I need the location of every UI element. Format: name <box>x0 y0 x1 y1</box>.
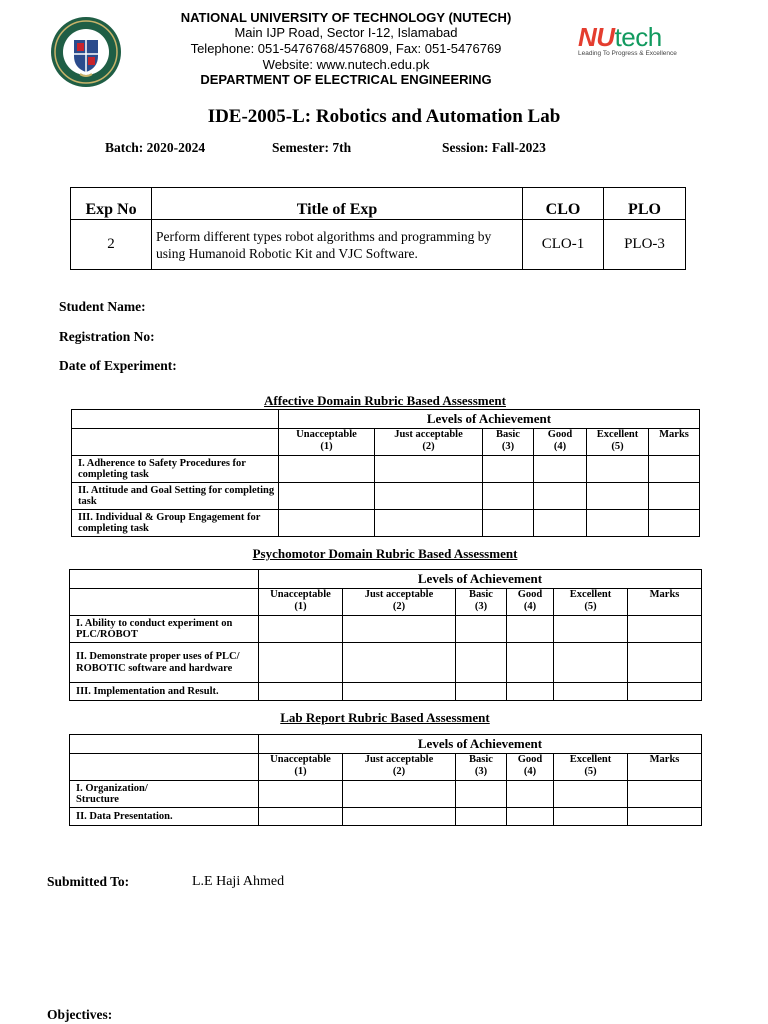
score-cell[interactable] <box>587 456 649 483</box>
lab-report-rubric-table <box>69 734 702 826</box>
psychomotor-col-basic: Basic (3) <box>456 589 507 616</box>
score-cell[interactable] <box>507 781 554 808</box>
affective-col-unacceptable: Unacceptable (1) <box>279 429 375 456</box>
score-cell[interactable] <box>343 643 456 683</box>
affective-rubric-table <box>71 409 700 537</box>
score-cell[interactable] <box>507 643 554 683</box>
psychomotor-criterion-2: II. Demonstrate proper uses of PLC/ ROBOTIC software and hardware <box>70 643 259 683</box>
score-cell[interactable] <box>507 808 554 826</box>
objectives-label: Objectives: <box>47 1007 113 1022</box>
department-name: DEPARTMENT OF ELECTRICAL ENGINEERING <box>200 72 492 87</box>
marks-cell[interactable] <box>649 483 700 510</box>
score-cell[interactable] <box>343 683 456 701</box>
score-cell[interactable] <box>279 510 375 537</box>
lab-report-criterion-1: I. Organization/ Structure <box>70 781 259 808</box>
marks-cell[interactable] <box>628 616 702 643</box>
psychomotor-col-excellent: Excellent (5) <box>554 589 628 616</box>
psychomotor-criterion-3: III. Implementation and Result. <box>70 683 259 701</box>
score-cell[interactable] <box>279 456 375 483</box>
clo-header: CLO <box>523 188 604 220</box>
exp-no-header: Exp No <box>71 188 152 220</box>
score-cell[interactable] <box>507 683 554 701</box>
affective-rubric-title: Affective Domain Rubric Based Assessment <box>264 393 506 408</box>
psychomotor-col-unacceptable: Unacceptable (1) <box>259 589 343 616</box>
psychomotor-rubric-title: Psychomotor Domain Rubric Based Assessment <box>252 546 518 561</box>
exp-title-value: Perform different types robot algorithms and programming by using Humanoid Robotic Kit and VJC Software. <box>152 220 523 270</box>
university-name: NATIONAL UNIVERSITY OF TECHNOLOGY (NUTECH) <box>180 10 512 25</box>
session-label: Session: Fall-2023 <box>442 140 546 155</box>
semester-label: Semester: 7th <box>272 140 352 155</box>
lab-report-levels-title: Levels of Achievement <box>259 735 702 754</box>
table-row <box>72 483 700 510</box>
score-cell[interactable] <box>554 616 628 643</box>
psychomotor-col-marks: Marks <box>628 589 702 616</box>
student-name-label: Student Name: <box>59 299 146 314</box>
plo-value: PLO-3 <box>604 220 686 270</box>
affective-col-good: Good (4) <box>534 429 587 456</box>
plo-header: PLO <box>604 188 686 220</box>
affective-criterion-1: I. Adherence to Safety Procedures for completing task <box>72 456 279 483</box>
lab-report-blank-header <box>70 735 259 754</box>
score-cell[interactable] <box>534 483 587 510</box>
university-address: Main IJP Road, Sector I-12, Islamabad <box>234 25 458 40</box>
score-cell[interactable] <box>554 808 628 826</box>
score-cell[interactable] <box>483 483 534 510</box>
title-header: Title of Exp <box>152 188 523 220</box>
university-website: Website: www.nutech.edu.pk <box>262 57 430 72</box>
marks-cell[interactable] <box>628 808 702 826</box>
affective-col-just-acceptable: Just acceptable (2) <box>375 429 483 456</box>
exp-no-value: 2 <box>71 220 152 270</box>
score-cell[interactable] <box>554 683 628 701</box>
psychomotor-criteria-header <box>70 589 259 616</box>
score-cell[interactable] <box>483 510 534 537</box>
score-cell[interactable] <box>343 781 456 808</box>
nutech-logo <box>578 24 698 58</box>
score-cell[interactable] <box>259 781 343 808</box>
affective-col-basic: Basic (3) <box>483 429 534 456</box>
marks-cell[interactable] <box>628 683 702 701</box>
score-cell[interactable] <box>456 781 507 808</box>
score-cell[interactable] <box>343 808 456 826</box>
lab-report-criteria-header <box>70 754 259 781</box>
lab-report-col-unacceptable: Unacceptable (1) <box>259 754 343 781</box>
score-cell[interactable] <box>554 643 628 683</box>
course-title: IDE-2005-L: Robotics and Automation Lab <box>207 106 561 127</box>
date-of-experiment-label: Date of Experiment: <box>59 358 177 373</box>
psychomotor-blank-header <box>70 570 259 589</box>
marks-cell[interactable] <box>628 643 702 683</box>
affective-col-excellent: Excellent (5) <box>587 429 649 456</box>
score-cell[interactable] <box>534 456 587 483</box>
score-cell[interactable] <box>534 510 587 537</box>
table-row <box>70 616 702 643</box>
score-cell[interactable] <box>507 616 554 643</box>
table-row <box>70 643 702 683</box>
lab-report-col-excellent: Excellent (5) <box>554 754 628 781</box>
affective-levels-title: Levels of Achievement <box>279 410 700 429</box>
lab-report-rubric-title: Lab Report Rubric Based Assessment <box>280 710 490 725</box>
score-cell[interactable] <box>587 510 649 537</box>
score-cell[interactable] <box>554 781 628 808</box>
table-row <box>70 808 702 826</box>
lab-report-col-basic: Basic (3) <box>456 754 507 781</box>
table-row <box>72 456 700 483</box>
score-cell[interactable] <box>456 616 507 643</box>
score-cell[interactable] <box>259 683 343 701</box>
psychomotor-levels-title: Levels of Achievement <box>259 570 702 589</box>
lab-report-criterion-2: II. Data Presentation. <box>70 808 259 826</box>
score-cell[interactable] <box>375 510 483 537</box>
score-cell[interactable] <box>259 808 343 826</box>
psychomotor-col-just-acceptable: Just acceptable (2) <box>343 589 456 616</box>
score-cell[interactable] <box>343 616 456 643</box>
university-seal-logo <box>50 16 122 88</box>
psychomotor-rubric-table <box>69 569 702 701</box>
marks-cell[interactable] <box>649 456 700 483</box>
table-row <box>70 683 702 701</box>
affective-criterion-2: II. Attitude and Goal Setting for completing task <box>72 483 279 510</box>
affective-criterion-3: III. Individual & Group Engagement for completing task <box>72 510 279 537</box>
batch-label: Batch: 2020-2024 <box>105 140 206 155</box>
lab-report-col-good: Good (4) <box>507 754 554 781</box>
score-cell[interactable] <box>375 483 483 510</box>
score-cell[interactable] <box>483 456 534 483</box>
psychomotor-criterion-1: I. Ability to conduct experiment on PLC/ROBOT <box>70 616 259 643</box>
lab-report-col-marks: Marks <box>628 754 702 781</box>
registration-no-label: Registration No: <box>59 329 155 344</box>
marks-cell[interactable] <box>649 510 700 537</box>
university-telephone: Telephone: 051-5476768/4576809, Fax: 051-5476769 <box>190 41 502 56</box>
marks-cell[interactable] <box>628 781 702 808</box>
score-cell[interactable] <box>456 643 507 683</box>
logo-tagline: Leading To Progress & Excellence <box>578 50 677 57</box>
affective-blank-header <box>72 410 279 429</box>
score-cell[interactable] <box>587 483 649 510</box>
submitted-to-value: L.E Haji Ahmed <box>192 874 285 889</box>
lab-report-col-just-acceptable: Just acceptable (2) <box>343 754 456 781</box>
score-cell[interactable] <box>259 643 343 683</box>
score-cell[interactable] <box>279 483 375 510</box>
table-row <box>70 781 702 808</box>
score-cell[interactable] <box>375 456 483 483</box>
score-cell[interactable] <box>456 683 507 701</box>
table-row <box>72 510 700 537</box>
score-cell[interactable] <box>456 808 507 826</box>
score-cell[interactable] <box>259 616 343 643</box>
logo-nu-text: NU <box>578 22 615 52</box>
clo-value: CLO-1 <box>523 220 604 270</box>
affective-criteria-header <box>72 429 279 456</box>
experiment-table <box>70 187 686 270</box>
affective-col-marks: Marks <box>649 429 700 456</box>
logo-tech-text: tech <box>614 22 662 52</box>
submitted-to-label: Submitted To: <box>47 874 130 889</box>
psychomotor-col-good: Good (4) <box>507 589 554 616</box>
